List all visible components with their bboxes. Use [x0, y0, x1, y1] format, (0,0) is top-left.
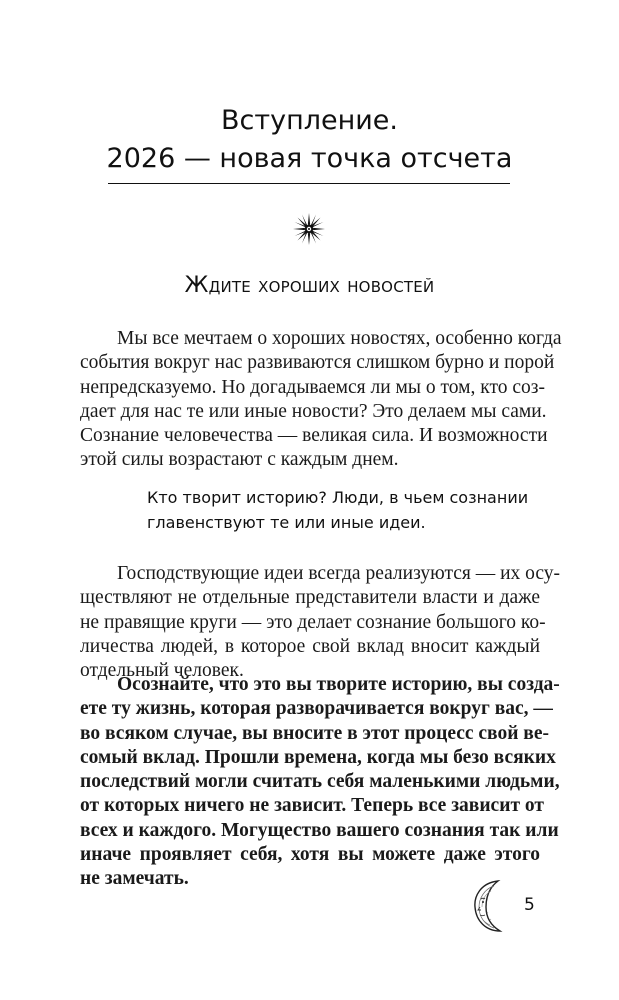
- paragraph-line: события вокруг нас развиваются слишком бурно и порой: [80, 352, 555, 374]
- paragraph-line: Мы все мечтаем о хороших новостях, особенно когда: [117, 328, 562, 349]
- pull-quote: [147, 485, 542, 535]
- page-number: 5: [524, 895, 535, 915]
- paragraph-line: ществляют не отдельные представители власти и даже: [80, 587, 540, 609]
- paragraph-line: во всяком случае, вы вносите в этот процесс свой ве-: [80, 722, 549, 744]
- quote-line: Кто творит историю? Люди, в чьем сознании: [147, 488, 529, 507]
- paragraph-line: этой силы возрастают с каждым днем.: [80, 449, 399, 471]
- paragraph-line: личества людей, в которое свой вклад вносит каждый: [80, 635, 540, 657]
- paragraph-line: Сознание человечества — великая сила. И возможности: [80, 425, 548, 447]
- paragraph-line: дает для нас те или иные новости? Это делаем мы сами.: [80, 400, 547, 422]
- title-underline: [108, 183, 510, 184]
- chapter-title-line-2: 2026 — новая точка отсчета: [106, 143, 513, 174]
- paragraph-line: Господствующие идеи всегда реализуются — их осу-: [117, 563, 561, 584]
- paragraph-line: от которых ничего не зависит. Теперь все зависит от: [80, 795, 544, 817]
- paragraph-3-bold: [80, 673, 560, 892]
- crescent-moon-icon: [470, 877, 510, 935]
- paragraph-line: иначе проявляет себя, хотя вы можете даже этого: [80, 844, 540, 866]
- paragraph-2: [80, 562, 561, 683]
- section-heading: Ждите хороших новостей: [184, 273, 435, 298]
- star-ornament-icon: [293, 213, 325, 245]
- paragraph-line: отдельный человек.: [80, 660, 244, 682]
- paragraph-line: Осознайте, что это вы творите историю, вы созда-: [117, 674, 560, 695]
- paragraph-line: ете ту жизнь, которая разворачивается вокруг вас, —: [80, 698, 553, 720]
- paragraph-line: последствий могли считать себя маленькими людьми,: [80, 771, 560, 793]
- paragraph-1: [80, 327, 562, 473]
- paragraph-line: не замечать.: [80, 868, 189, 890]
- paragraph-line: всех и каждого. Могущество вашего сознания так или: [80, 819, 559, 841]
- paragraph-line: сомый вклад. Прошли времена, когда мы безо всяких: [80, 746, 556, 768]
- quote-line: главенствуют те или иные идеи.: [147, 513, 426, 532]
- chapter-title-line-1: Вступление.: [221, 105, 398, 136]
- paragraph-line: не правящие круги — это делает сознание большого ко-: [80, 611, 546, 633]
- paragraph-line: непредсказуемо. Но догадываемся ли мы о том, кто соз-: [80, 376, 545, 398]
